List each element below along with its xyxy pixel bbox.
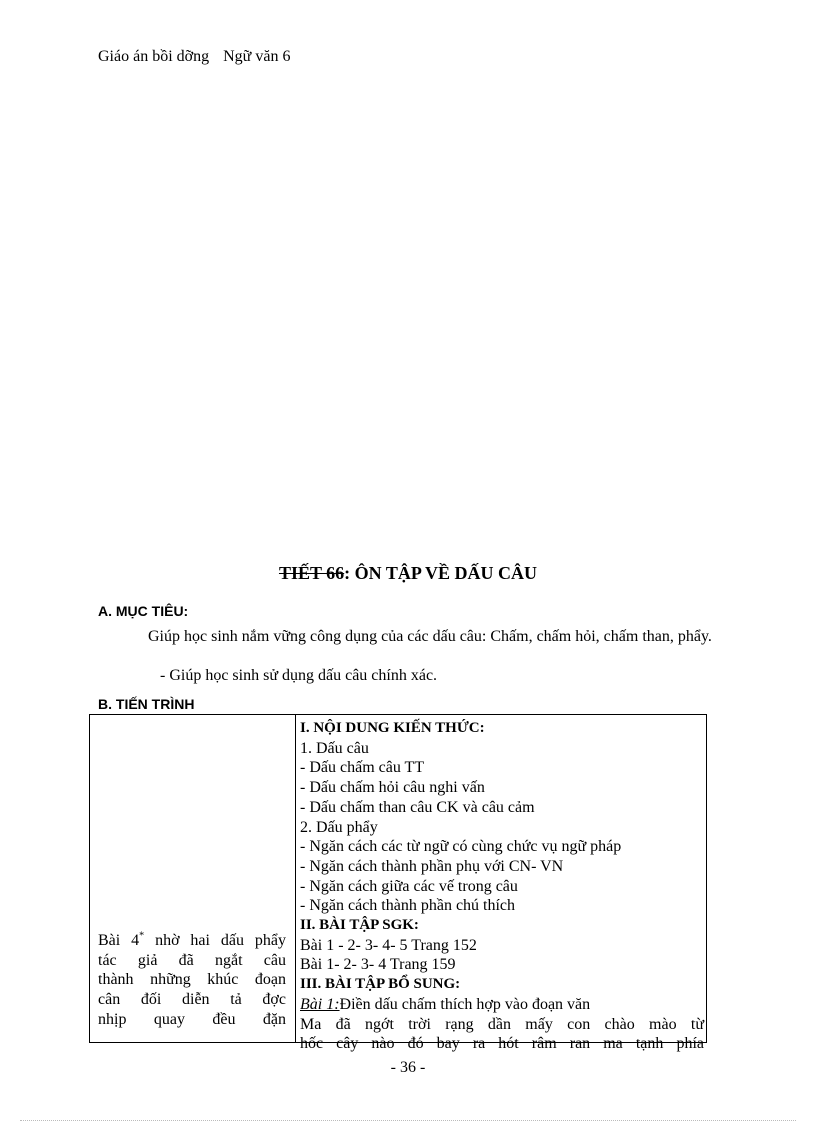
exercise-label: Bài 1: [300,995,340,1013]
left-line: cân đối diễn tả đợc [98,991,286,1009]
content-line: - Dấu chấm câu TT [300,759,425,777]
heading-sgk: II. BÀI TẬP SGK: [300,917,419,934]
left-column [98,931,286,1030]
header-right: Ngữ văn 6 [223,48,291,65]
title-rest: : ÔN TẬP VỀ DẤU CÂU [344,563,538,583]
heading-extra: III. BÀI TẬP BỔ SUNG: [300,976,461,993]
section-a-heading: A. MỤC TIÊU: [98,603,189,619]
exercise-sup: * [139,930,145,942]
content-line: - Ngăn cách giữa các vế trong câu [300,877,518,895]
page-number: - 36 - [390,1059,426,1076]
left-line: Bài 4* nhờ hai dấu phẩy [98,930,287,949]
lesson-title [0,563,816,584]
left-line: tác giả đã ngắt câu [98,951,286,969]
section-b-heading: B. TIẾN TRÌNH [98,696,195,712]
content-line: - Ngăn cách thành phần phụ với CN- VN [300,857,564,875]
content-line: - Dấu chấm than câu CK và câu cảm [300,798,535,816]
exercise-prefix: Bài 4 [98,932,140,949]
content-line: 2. Dấu phẩy [300,818,378,836]
exercise-line [300,995,704,1015]
content-line: - Ngăn cách thành phần chú thích [300,897,516,915]
left-line: thành những khúc đoạn [98,971,286,989]
paragraph-line: Ma đã ngớt trời rạng dần mấy con chào mào từ [300,1015,704,1033]
title-strike: TIẾT 66 [278,563,345,583]
exercise-text: Điền dấu chấm thích hợp vào đoạn văn [339,995,591,1013]
column-divider [295,715,296,1042]
content-line: Bài 1- 2- 3- 4 Trang 159 [300,956,456,974]
page-bottom-rule [20,1120,796,1121]
page-header [98,48,290,66]
lesson-table [89,714,707,1053]
objective-paragraph-2: - Giúp học sinh sử dụng dấu câu chính xác. [160,667,438,684]
objective-paragraph-1: Giúp học sinh nắm vững công dụng của các dấu câu: Chấm, chấm hỏi, chấm than, phẩy. [148,628,712,645]
content-line: - Dấu chấm hỏi câu nghi vấn [300,779,485,797]
right-column [300,719,704,1054]
header-left: Giáo án bồi dỡng [98,48,210,65]
heading-knowledge: I. NỘI DUNG KIẾN THỨC: [300,720,485,736]
content-line: Bài 1 - 2- 3- 4- 5 Trang 152 [300,936,477,954]
paragraph-line: hốc cây nào đó bay ra hót râm ran ma tạnh phía [300,1035,704,1053]
content-line: 1. Dấu câu [300,739,369,757]
content-line: - Ngăn cách các từ ngữ có cùng chức vụ ngữ pháp [300,838,622,856]
left-line: nhịp quay đều đặn [98,1010,286,1028]
